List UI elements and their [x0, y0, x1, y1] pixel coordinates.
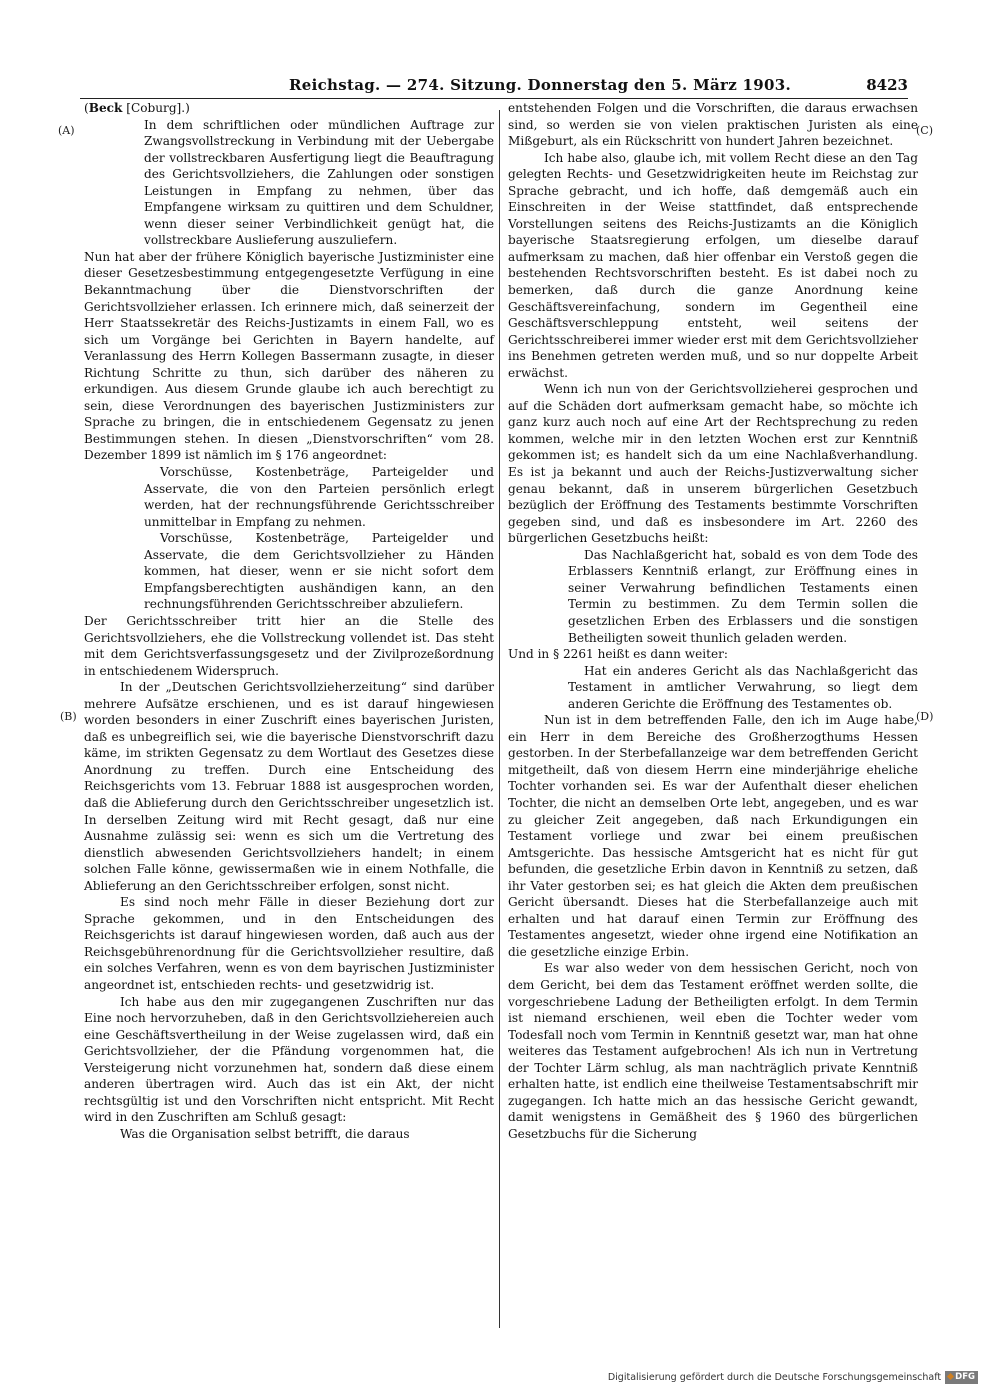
- paragraph: Ich habe aus den mir zugegangenen Zuschriften nur das Eine noch hervorzuheben, daß in den Gerichtsvollziehereien auch eine Geschäftsvertheilung in der Weise zugelassen wird, daß ein Gerichtsvollzieher, der die Pfändung vorgenommen hat, die Versteigerung nicht vorzunehmen hat, sondern daß diese einem anderen übertragen wird. Auch das ist ein Akt, der nicht rechtsgültig ist und den Vorschriften nicht entspricht. Mit Recht wird in den Zuschriften am Schluß gesagt:: [84, 994, 494, 1125]
- speaker-place: [Coburg].): [126, 101, 190, 115]
- quote-paragraph: Das Nachlaßgericht hat, sobald es von dem Tode des Erblassers Kenntniß erlangt, zur Eröffnung eines in seiner Verwahrung befindlichen Testaments einen Termin zu bestimmen. Zu dem Termin sollen die gesetzlichen Erben des Erblassers und die sonstigen Betheiligten soweit thunlich geladen werden.: [568, 547, 918, 645]
- paragraph: Wenn ich nun von der Gerichtsvollzieherei gesprochen und auf die Schäden dort aufmerksam gemacht habe, so möchte ich ganz kurz auch noch auf eine Art der Rechtsprechung zu reden kommen, welche mir in den letzten Wochen erst zur Kenntniß gekommen ist; es handelt sich da um eine Nachlaßverhandlung. Es ist ja bekannt und auch der Reichs-Justizverwaltung sicher genau bekannt, daß in unserem bürgerlichen Gesetzbuch bezüglich der Eröffnung des Testaments bestimmte Vorschriften gegeben sind, und daß es insbesondere im Art. 2260 des bürgerlichen Gesetzbuchs heißt:: [508, 382, 918, 546]
- quote-paragraph: Vorschüsse, Kostenbeträge, Parteigelder und Asservate, die von den Parteien persönlich erlegt werden, hat der rechnungsführende Gerichtsschreiber unmittelbar in Empfang zu nehmen.: [144, 465, 494, 529]
- paragraph: Nun ist in dem betreffenden Falle, den ich im Auge habe, ein Herr in dem Bereiche des Großherzogthums Hessen gestorben. In der Sterbefallanzeige war dem betreffenden Gericht mitgetheilt, daß von diesem Herrn eine minderjährige eheliche Tochter vorhanden sei. Es war der Aufenthalt dieser ehelichen Tochter, die nicht an demselben Orte lebt, angegeben, und es war zu gleicher Zeit angegeben, daß nach Erkundigungen ein Testament vorliege und zwar bei einem preußischen Amtsgerichte. Das hessische Amtsgericht hat es nicht für gut befunden, die gesetzliche Erbin davon in Kenntniß zu setzen, daß ihr Vater gestorben sei; es hat gleich die Akten dem preußischen Gericht übersandt. Dieses hat die Sterbefallanzeige auch mit erhalten und hat darauf einen Termin zur Eröffnung des Testamentes angesetzt, wieder ohne irgend eine Notifikation an die gesetzliche einzige Erbin.: [508, 713, 918, 959]
- margin-marker-b: (B): [60, 710, 77, 723]
- speaker-line: (Beck [Coburg].): [84, 101, 190, 115]
- paragraph: Der Gerichtsschreiber tritt hier an die Stelle des Gerichtsvollziehers, ehe die Vollstreckung vollendet ist. Das steht mit dem Gerichtsverfassungsgesetz und der Zivilprozeßordnung in entschiedenem Widerspruch.: [84, 613, 494, 678]
- margin-marker-a: (A): [58, 124, 75, 137]
- dfg-logo-text: DFG: [955, 1372, 975, 1382]
- paragraph: entstehenden Folgen und die Vorschriften, die daraus erwachsen sind, so werden sie von vielen praktischen Juristen als eine Mißgeburt, als ein Rückschritt von hundert Jahren bezeichnet.: [508, 101, 918, 149]
- page-number: 8423: [866, 76, 908, 94]
- header-title: Reichstag. — 274. Sitzung. Donnerstag den 5. März 1903.: [288, 76, 792, 94]
- footer: [608, 1371, 978, 1384]
- quote-paragraph: Vorschüsse, Kostenbeträge, Parteigelder und Asservate, die dem Gerichtsvollzieher zu Händen kommen, hat dieser, wenn er sie nicht sofort dem Empfangsberechtigten aushändigen kann, an den rechnungsführenden Gerichtsschreiber abzuliefern.: [144, 531, 494, 612]
- paragraph: In der „Deutschen Gerichtsvollzieherzeitung“ sind darüber mehrere Aufsätze erschienen, und es ist darauf hingewiesen worden besonders in einer Zuschrift eines bayerischen Juristen, daß es unbegreiflich sei, wie die bayerische Dienstvorschrift dazu käme, im strikten Gegensatz zu dem Wortlaut des Gesetzes diese Anordnung zu treffen. Durch eine Entscheidung des Reichsgerichts vom 13. Februar 1888 ist ausgesprochen worden, daß die Ablieferung durch den Gerichtsschreiber ungesetzlich ist. In derselben Zeitung wird mit Recht gesagt, daß nur eine Ausnahme zulässig sei: wenn es sich um die Vertretung des dienstlich abwesenden Gerichtsvollziehers handelt; in einem solchen Falle könne, gewissermaßen wie in einem Nothfalle, die Ablieferung an den Gerichtsschreiber erfolgen, sonst nicht.: [84, 680, 494, 893]
- column-divider: [499, 110, 500, 1328]
- margin-marker-c: (C): [916, 124, 933, 137]
- left-column: [84, 100, 494, 1142]
- dfg-diamond-icon: [947, 1373, 954, 1380]
- right-column: [508, 100, 918, 1142]
- margin-marker-d: (D): [916, 710, 934, 723]
- quote-paragraph: Hat ein anderes Gericht als das Nachlaßgericht das Testament in amtlicher Verwahrung, so liegt dem anderen Gerichte die Eröffnung des Testamentes ob.: [568, 663, 918, 711]
- paragraph: Und in § 2261 heißt es dann weiter:: [508, 647, 729, 662]
- paragraph: Was die Organisation selbst betrifft, die daraus: [120, 1126, 410, 1141]
- paragraph: Es war also weder von dem hessischen Gericht, noch von dem Gericht, bei dem das Testament eröffnet werden sollte, die vorgeschriebene Ladung der Betheiligten erfolgt. In dem Termin ist niemand erschienen, weil eben die Tochter weder vom Todesfall noch vom Termin in Kenntniß gesetzt war, man hat ohne weiteres das Testament aufgebrochen! Als ich nun in Vertretung der Tochter Lärm schlug, als man nachträglich private Kenntniß erhalten hatte, ist endlich eine theilweise Testamentsabschrift mir zugegangen. Ich hatte mich an das hessische Gericht gewandt, damit wenigstens in Gemäßheit des § 1960 des bürgerlichen Gesetzbuchs für die Sicherung: [508, 961, 918, 1141]
- paragraph: Nun hat aber der frühere Königlich bayerische Justizminister eine dieser Gesetzesbestimmung entgegengesetzte Verfügung in eine Bekanntmachung über die Dienstvorschriften der Gerichtsvollzieher erlassen. Ich erinnere mich, daß seinerzeit der Herr Staatssekretär des Reichs-Justizamts in einem Fall, wo es sich um Vorgänge bei Gerichten in Bayern handelte, auf Veranlassung des Herrn Kollegen Bassermann zusagte, in dieser Richtung Schritte zu thun, sich darüber des näheren zu erkundigen. Aus diesem Grunde glaube ich auch berechtigt zu sein, diese Verordnungen des bayerischen Justizministers zur Sprache zu bringen, die in entschiedenem Gegensatz zu jenen Bestimmungen stehen. In diesen „Dienstvorschriften“ vom 28. Dezember 1899 ist nämlich im § 176 angeordnet:: [84, 249, 494, 463]
- dfg-logo-icon: [945, 1371, 978, 1384]
- page-header: [80, 76, 908, 99]
- footer-text: Digitalisierung gefördert durch die Deutsche Forschungsgemeinschaft: [607, 1372, 942, 1383]
- paragraph: Es sind noch mehr Fälle in dieser Beziehung dort zur Sprache gekommen, und in den Entscheidungen des Reichsgerichts ist darauf hingewiesen worden, daß auch aus der Reichsgebührenordnung für die Gerichtsvollzieher resultire, daß ein solches Verfahren, wenn es von dem bayrischen Justizminister angeordnet ist, entschieden rechts- und gesetzwidrig ist.: [84, 895, 494, 992]
- quote-paragraph: In dem schriftlichen oder mündlichen Auftrage zur Zwangsvollstreckung in Verbindung mit der Uebergabe der vollstreckbaren Ausfertigung liegt die Beauftragung des Gerichtsvollziehers, die Zahlungen oder sonstigen Leistungen in Empfang zu nehmen, über das Empfangene wirksam zu quittiren und dem Schuldner, wenn dieser seiner Verbindlichkeit genügt hat, die vollstreckbare Auslieferung auszuliefern.: [144, 117, 494, 248]
- paragraph: Ich habe also, glaube ich, mit vollem Recht diese an den Tag gelegten Rechts- und Gesetzwidrigkeiten heute im Reichstag zur Sprache gebracht, und ich hoffe, daß demgemäß auch ein Einschreiten in der Weise stattfindet, daß entsprechende Vorstellungen seitens des Reichs-Justizamts an die Königlich bayerische Staatsregierung erfolgen, um dieselbe darauf aufmerksam zu machen, daß hier offenbar ein Verstoß gegen die bestehenden Rechtsvorschriften besteht. Es ist dabei noch zu bemerken, daß durch die ganze Anordnung keine Geschäftsvereinfachung, sondern im Gegentheil eine Geschäftsverschleppung entsteht, weil seitens der Gerichtsschreiberei immer wieder erst mit dem Gerichtsvollzieher ins Benehmen getreten werden muß, und so nur doppelte Arbeit erwächst.: [508, 150, 918, 380]
- speaker-name: Beck: [88, 101, 123, 115]
